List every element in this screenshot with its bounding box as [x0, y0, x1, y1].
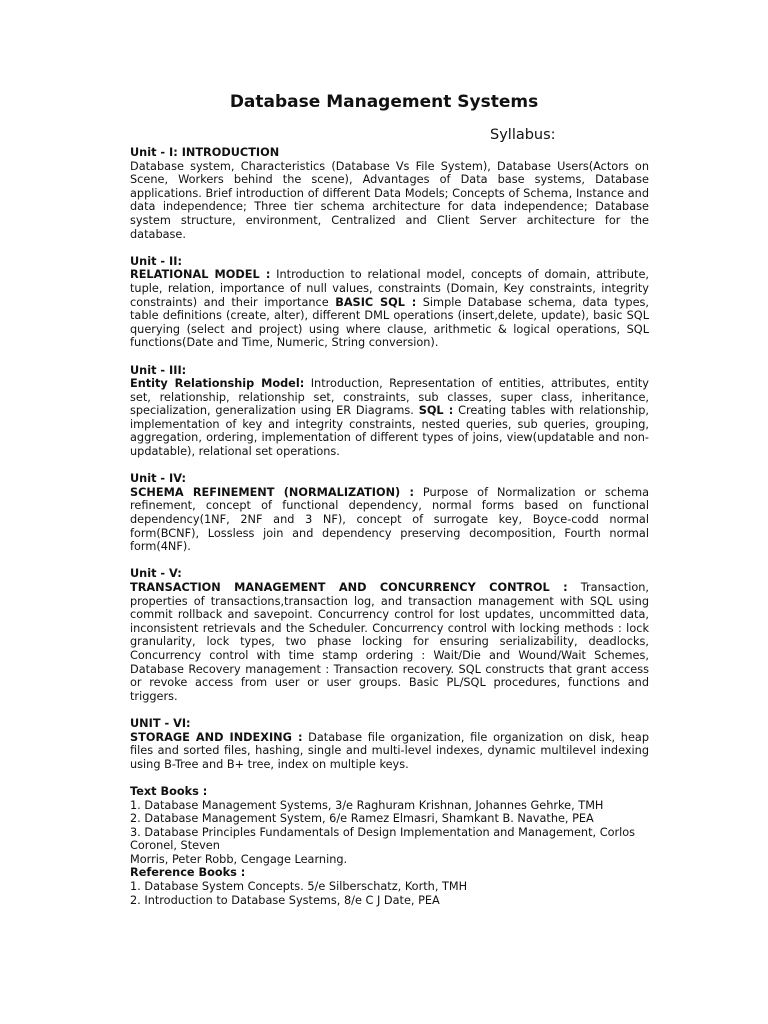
unit-heading: Unit - I: INTRODUCTION	[130, 146, 280, 159]
books-section	[130, 785, 649, 907]
unit-1	[130, 146, 649, 241]
unit-5	[130, 567, 649, 703]
unit-text: Transaction, properties of transactions,transaction log, and transaction management with SQL using commit rollback and savepoint. Concurrency control for lost updates, uncommitted data, inconsistent retrievals and the Scheduler. Concurrency control with locking methods : lock granularity, lock types, two phase locking for ensuring serializability, deadlocks, Concurrency control with time stamp ordering : Wait/Die and Wound/Wait Schemes, Database Recovery management : Transaction recovery. SQL constructs that grant access or revoke access from user or user groups. Basic PL/SQL procedures, functions and triggers.	[130, 581, 649, 703]
syllabus-content	[130, 146, 649, 907]
unit-text: Simple Database schema, data types, table definitions (create, alter), different DML operations (insert,delete, update), basic SQL querying (select and project) using where clause, arithmetic & logical operations, SQL functions(Date and Time, Numeric, String conversion).	[130, 295, 649, 350]
unit-body	[130, 377, 649, 459]
text-book-item: 3. Database Principles Fundamentals of Design Implementation and Management, Corlos Coronel, Steven	[130, 825, 636, 853]
unit-body	[130, 268, 649, 350]
unit-text: Creating tables with relationship, implementation of key and integrity constraints, nested queries, sub queries, grouping, aggregation, ordering, implementation of different types of joins, view(updatable and non-updatable), relational set operations.	[130, 404, 649, 459]
unit-body	[130, 486, 649, 554]
topic-lead: RELATIONAL MODEL :	[130, 268, 271, 282]
topic-lead: TRANSACTION MANAGEMENT AND CONCURRENCY CONTROL :	[130, 581, 568, 594]
reference-book-item: 1. Database System Concepts. 5/e Silberschatz, Korth, TMH	[130, 880, 468, 894]
reference-books-heading: Reference Books :	[130, 866, 246, 880]
syllabus-label: Syllabus:	[490, 127, 556, 143]
unit-3	[130, 364, 649, 459]
topic-lead: BASIC SQL :	[335, 295, 417, 309]
unit-text: Introduction, Representation of entities, attributes, entity set, relationship, relationship set, constraints, sub classes, super class, inheritance, specialization, generalization using ER Diagrams.	[130, 377, 649, 418]
unit-text: Purpose of Normalization or schema refinement, concept of functional dependency, normal forms based on functional dependency(1NF, 2NF and 3 NF), concept of surrogate key, Boyce-codd normal form(BCNF), Lossless join and dependency preserving decomposition, Fourth normal form(4NF).	[130, 485, 649, 554]
unit-body	[130, 731, 649, 772]
unit-text: Database system, Characteristics (Database Vs File System), Database Users(Actors on Scene, Workers behind the scene), Advantages of Data base systems, Database applications. Brief introduction of different Data Models; Concepts of Schema, Instance and data independence; Three tier schema architecture for data independence; Database system structure, environment, Centralized and Client Server architecture for the database.	[130, 159, 649, 241]
topic-lead: SCHEMA REFINEMENT (NORMALIZATION) :	[130, 485, 414, 499]
unit-body	[130, 581, 649, 703]
page-title: Database Management Systems	[229, 92, 539, 112]
topic-lead: Entity Relationship Model:	[130, 377, 305, 391]
unit-heading: Unit - V:	[130, 567, 182, 581]
reference-book-item: 2. Introduction to Database Systems, 8/e C J Date, PEA	[130, 893, 440, 907]
text-books-heading: Text Books :	[130, 784, 208, 798]
unit-body	[130, 160, 649, 242]
unit-heading: Unit - III:	[130, 363, 187, 377]
unit-heading: Unit - IV:	[130, 472, 186, 486]
unit-2	[130, 255, 649, 350]
text-book-item: Morris, Peter Robb, Cengage Learning.	[130, 852, 348, 866]
unit-text: Database file organization, file organization on disk, heap files and sorted files, hashing, single and multi-level indexes, dynamic multilevel indexing using B-Tree and B+ tree, index on multiple keys.	[130, 730, 649, 771]
text-book-item: 2. Database Management System, 6/e Ramez Elmasri, Shamkant B. Navathe, PEA	[130, 812, 594, 826]
unit-text: Introduction to relational model, concepts of domain, attribute, tuple, relation, importance of null values, constraints (Domain, Key constraints, integrity constraints) and their importance	[130, 268, 649, 309]
unit-heading: Unit - II:	[130, 254, 182, 268]
unit-heading: UNIT - VI:	[130, 716, 191, 730]
topic-lead: STORAGE AND INDEXING :	[130, 730, 303, 744]
topic-lead: SQL :	[418, 404, 454, 418]
unit-4	[130, 472, 649, 554]
text-book-item: 1. Database Management Systems, 3/e Raghuram Krishnan, Johannes Gehrke, TMH	[130, 798, 604, 812]
unit-6	[130, 717, 649, 771]
